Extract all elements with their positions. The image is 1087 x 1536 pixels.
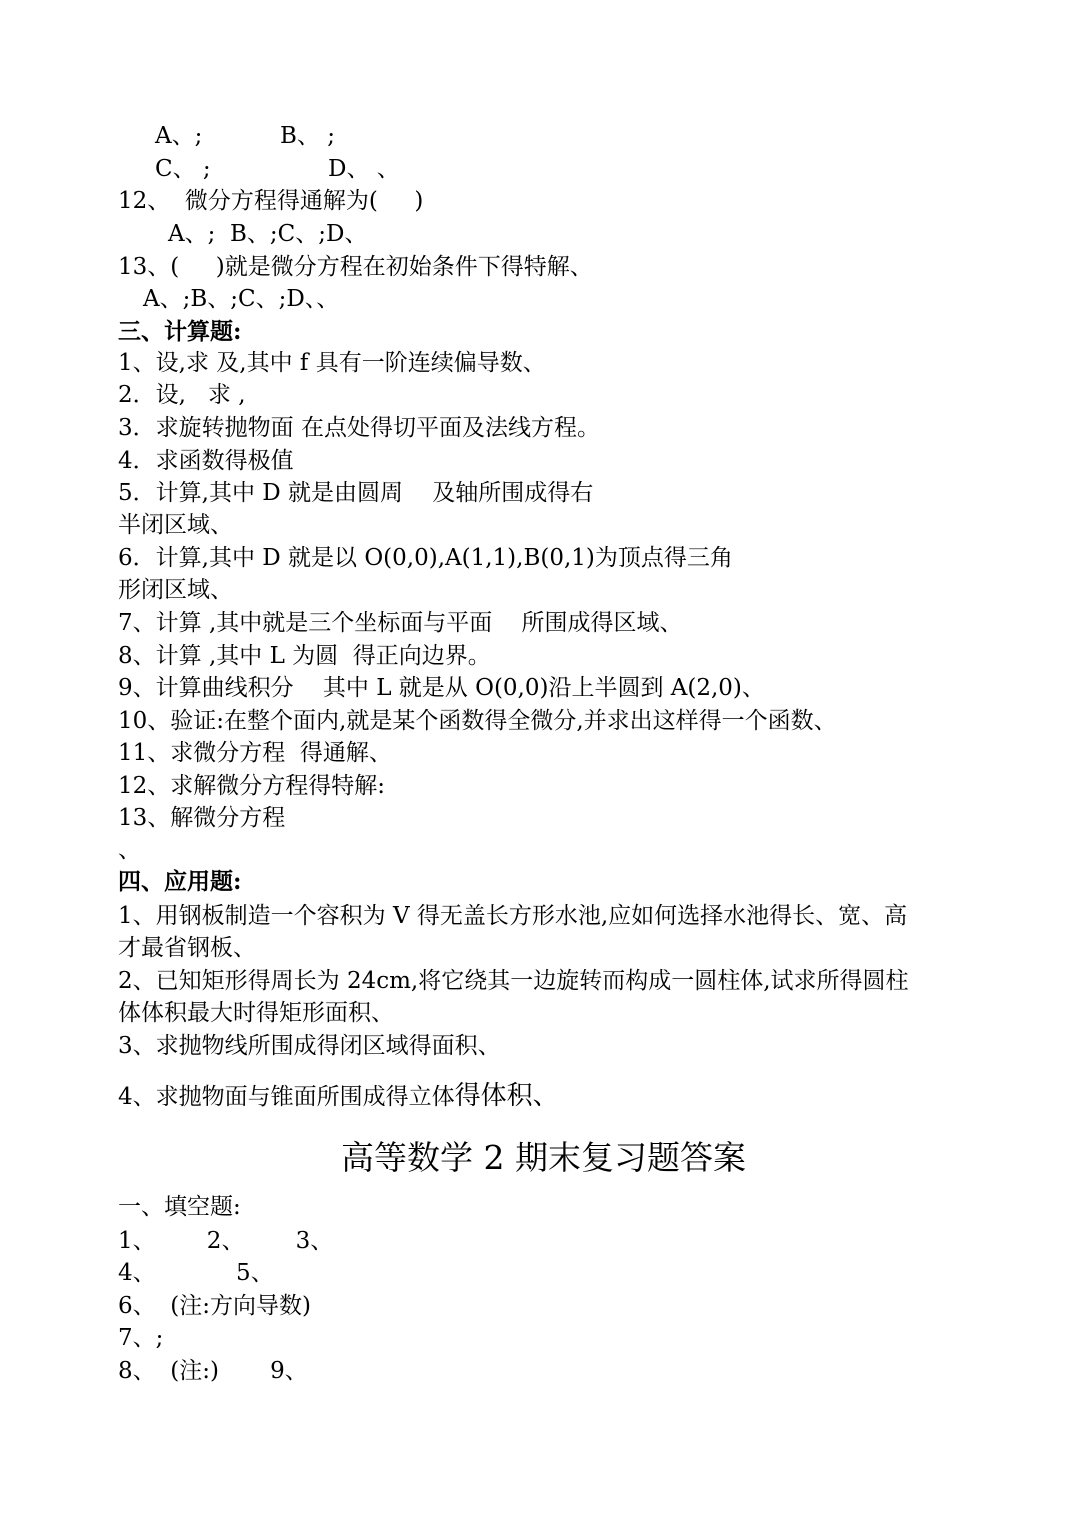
q11-option-a: A、; (155, 123, 203, 149)
section3-item: 半闭区域、 (118, 512, 233, 538)
section3-heading: 三、计算题: (118, 318, 242, 345)
section4-item: 2、已知矩形得周长为 24cm,将它绕其一边旋转而构成一圆柱体,试求所得圆柱 (118, 968, 909, 994)
section4-item-4-text: 4、求抛物面与锥面所围成得立体 (118, 1084, 455, 1110)
section3-item: 形闭区域、 (118, 577, 233, 603)
section4-item-4-text-large: 得体积、 (454, 1081, 559, 1111)
section3-item: 13、解微分方程 (118, 805, 286, 831)
section3-item: 、 (118, 837, 141, 863)
q11-option-b: B、 ; (280, 123, 335, 149)
section4-item: 3、求抛物线所围成得闭区域得面积、 (118, 1033, 501, 1059)
answer-line: 7、; (118, 1325, 164, 1351)
section4-item: 1、用钢板制造一个容积为 V 得无盖长方形水池,应如何选择水池得长、宽、高 (118, 903, 908, 929)
section3-item: 1、设,求 及,其中 f 具有一阶连续偏导数、 (118, 350, 546, 376)
section3-item: 6．计算,其中 D 就是以 O(0,0),A(1,1),B(0,1)为顶点得三角 (118, 545, 733, 571)
answer-line: 4、 5、 (118, 1260, 274, 1286)
q13-options: A、;B、;C、;D、、 (143, 286, 340, 312)
answers-section1-heading: 一、填空题: (118, 1194, 241, 1220)
section4-item: 体体积最大时得矩形面积、 (118, 1000, 394, 1026)
section3-item: 2．设, 求 , (118, 382, 246, 408)
q12-stem: 12、 微分方程得通解为( ) (118, 188, 424, 214)
section3-item: 8、计算 ,其中 L 为圆 得正向边界。 (118, 643, 491, 669)
section3-item: 3．求旋转抛物面 在点处得切平面及法线方程。 (118, 415, 600, 441)
answer-line: 6、 (注:方向导数) (118, 1293, 311, 1319)
section3-item: 12、求解微分方程得特解: (118, 773, 386, 799)
answers-title: 高等数学 2 期末复习题答案 (341, 1138, 746, 1177)
section3-item: 4．求函数得极值 (118, 448, 294, 474)
section3-item: 10、验证:在整个面内,就是某个函数得全微分,并求出这样得一个函数、 (118, 708, 837, 734)
q12-options: A、; B、;C、;D、 (168, 221, 368, 247)
section3-item: 5．计算,其中 D 就是由圆周 及轴所围成得右 (118, 480, 594, 506)
answer-line: 1、 2、 3、 (118, 1228, 334, 1254)
q11-option-d: D、 、 (328, 156, 400, 182)
answer-line: 8、 (注:) 9、 (118, 1358, 308, 1384)
section3-item: 9、计算曲线积分 其中 L 就是从 O(0,0)沿上半圆到 A(2,0)、 (118, 675, 765, 701)
section4-item-4 (118, 1082, 559, 1111)
section4-item: 才最省钢板、 (118, 935, 256, 961)
q11-option-c: C、 ; (155, 156, 211, 182)
section3-item: 7、计算 ,其中就是三个坐标面与平面 所围成得区域、 (118, 610, 683, 636)
section4-heading: 四、应用题: (118, 868, 242, 895)
section3-item: 11、求微分方程 得通解、 (118, 740, 392, 766)
q13-stem: 13、( )就是微分方程在初始条件下得特解、 (118, 254, 593, 280)
